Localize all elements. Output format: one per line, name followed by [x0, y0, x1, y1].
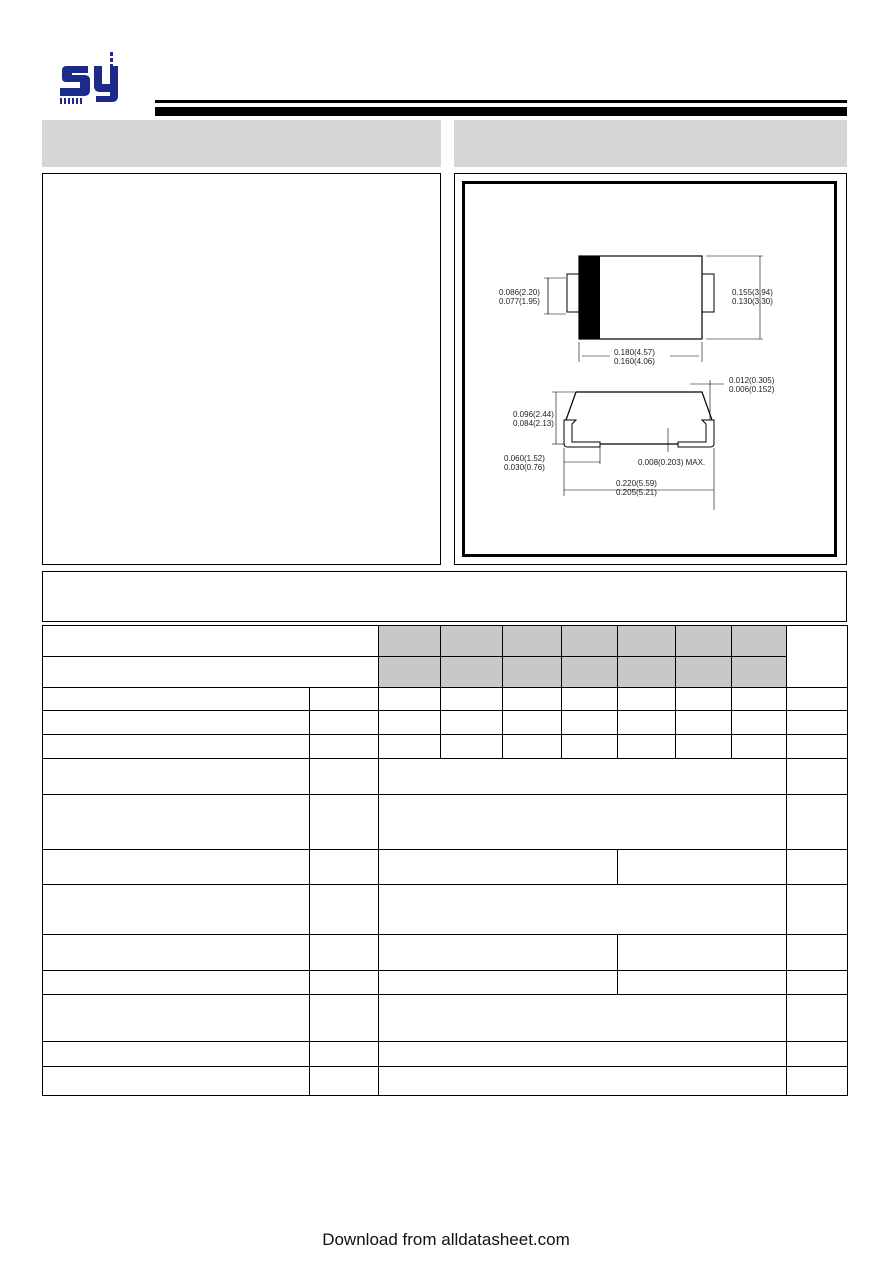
- lead-length-label: 0.060(1.52) 0.030(0.76): [504, 454, 545, 472]
- table-row: [43, 711, 848, 735]
- ratings-note-box: [42, 571, 847, 622]
- table-row: [43, 850, 848, 885]
- table-row: [43, 971, 848, 995]
- lead-thickness-label: 0.012(0.305) 0.006(0.152): [729, 376, 775, 394]
- table-row: [43, 759, 848, 795]
- ratings-table: [42, 625, 848, 1096]
- length-dim-label: 0.180(4.57) 0.160(4.06): [614, 348, 655, 366]
- table-row: [43, 935, 848, 971]
- table-row: [43, 735, 848, 759]
- table-row: [43, 688, 848, 711]
- standoff-label: 0.008(0.203) MAX.: [638, 458, 706, 467]
- table-row: [43, 657, 848, 688]
- width-dim-label: 0.155(3.94) 0.130(3.30): [732, 288, 773, 306]
- table-row: [43, 1042, 848, 1067]
- height-dim-label: 0.086(2.20) 0.077(1.95): [499, 288, 540, 306]
- table-row: [43, 626, 848, 657]
- footer-download-link[interactable]: Download from alldatasheet.com: [322, 1230, 570, 1249]
- body-height-label: 0.096(2.44) 0.084(2.13): [513, 410, 554, 428]
- table-row: [43, 1067, 848, 1096]
- overall-length-label: 0.220(5.59) 0.205(5.21): [616, 479, 657, 497]
- table-row: [43, 885, 848, 935]
- table-row: [43, 995, 848, 1042]
- table-row: [43, 795, 848, 850]
